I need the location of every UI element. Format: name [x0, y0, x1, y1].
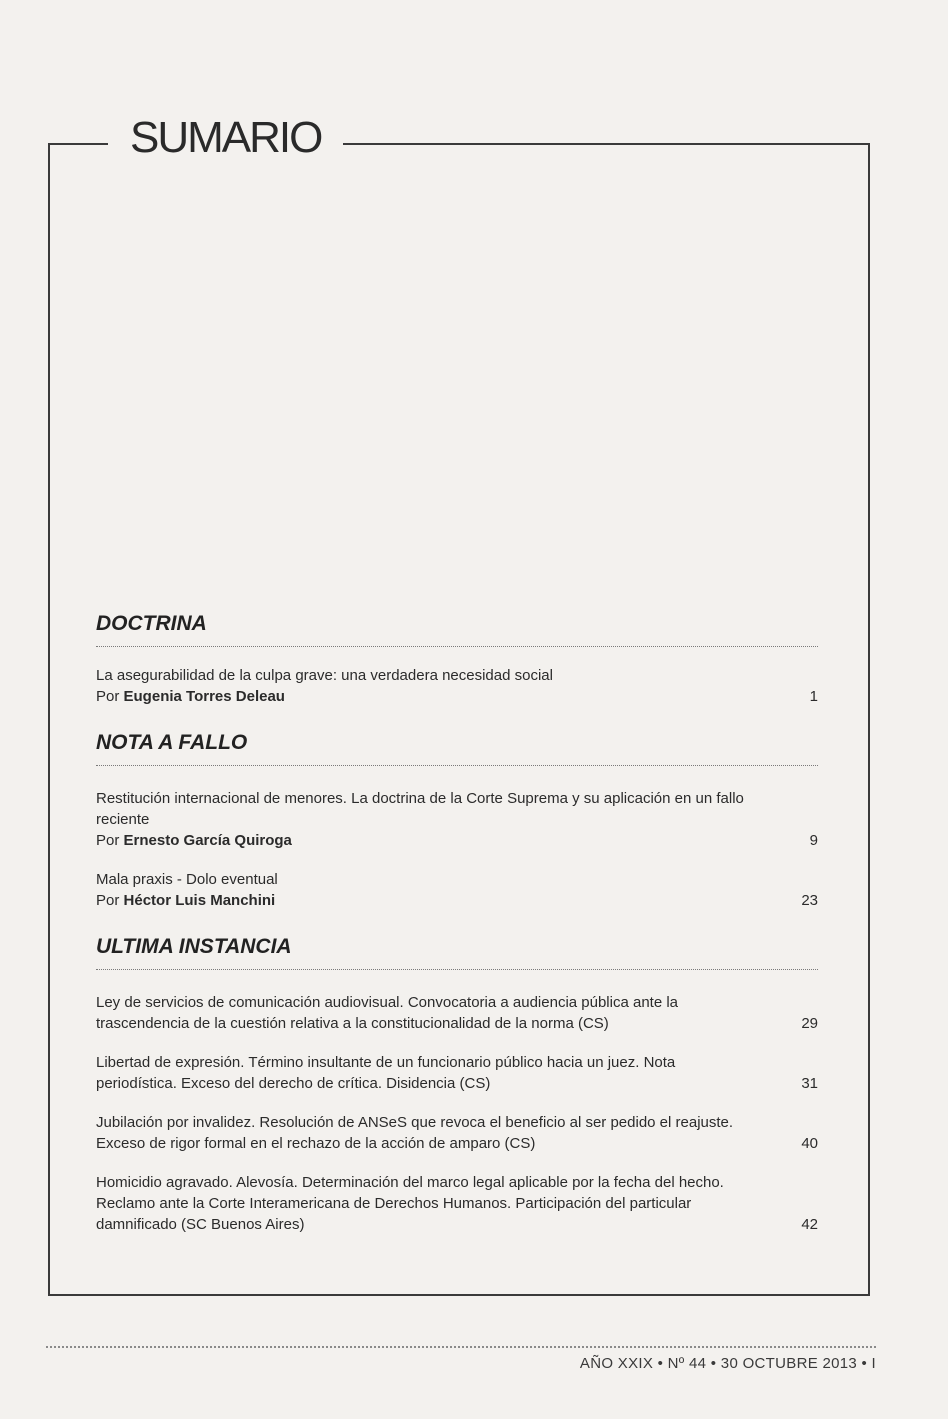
entry-title: Mala praxis - Dolo eventual — [96, 871, 278, 888]
section-heading: DOCTRINA — [96, 612, 818, 647]
section-heading: NOTA A FALLO — [96, 731, 818, 766]
title-wrap — [108, 112, 343, 164]
entry-page-number: 23 — [801, 892, 818, 909]
summary-content — [96, 612, 818, 1259]
entry-page-number: 29 — [801, 1015, 818, 1032]
entry-by: Por — [96, 892, 120, 909]
entry-page-number: 42 — [801, 1216, 818, 1233]
entry-title: La asegurabilidad de la culpa grave: una verdadera necesidad social — [96, 667, 553, 684]
summary-entry[interactable] — [96, 1172, 818, 1235]
entry-page-number: 1 — [809, 688, 818, 705]
entry-title: Homicidio agravado. Alevosía. Determinación del marco legal aplicable por la fecha del hecho. Reclamo ante la Corte Interamericana de Derechos Humanos. Participación del particular damnificado (SC Buenos Aires) — [96, 1174, 724, 1233]
entry-author: Ernesto García Quiroga — [123, 832, 292, 849]
section-ultima-instancia — [96, 935, 818, 1235]
footer-dotted-rule — [46, 1346, 876, 1348]
summary-entry[interactable] — [96, 869, 818, 911]
page-title: SUMARIO — [130, 113, 322, 162]
section-doctrina — [96, 612, 818, 707]
entry-by: Por — [96, 832, 120, 849]
issue-footer: AÑO XXIX • Nº 44 • 30 OCTUBRE 2013 • I — [579, 1355, 876, 1372]
summary-entry[interactable] — [96, 992, 818, 1034]
entry-by: Por — [96, 688, 120, 705]
summary-entry[interactable] — [96, 1052, 818, 1094]
entry-title: Jubilación por invalidez. Resolución de ANSeS que revoca el beneficio al ser pedido el reajuste. Exceso de rigor formal en el rechazo de la acción de amparo (CS) — [96, 1114, 734, 1152]
entry-author: Eugenia Torres Deleau — [123, 688, 285, 705]
section-heading: ULTIMA INSTANCIA — [96, 935, 818, 970]
summary-entry[interactable] — [96, 665, 818, 707]
entry-title: Ley de servicios de comunicación audiovisual. Convocatoria a audiencia pública ante la trascendencia de la cuestión relativa a la constitucionalidad de la norma (CS) — [96, 994, 679, 1032]
entry-title: Libertad de expresión. Término insultante de un funcionario público hacia un juez. Nota periodística. Exceso del derecho de crítica. Disidencia (CS) — [96, 1054, 676, 1092]
entry-author: Héctor Luis Manchini — [123, 892, 276, 909]
summary-entry[interactable] — [96, 1112, 818, 1154]
entry-title: Restitución internacional de menores. La doctrina de la Corte Suprema y su aplicación en un fallo reciente — [96, 790, 744, 828]
entry-page-number: 40 — [801, 1135, 818, 1152]
entry-page-number: 9 — [809, 832, 818, 849]
summary-entry[interactable] — [96, 788, 818, 851]
section-nota-a-fallo — [96, 731, 818, 911]
entry-page-number: 31 — [801, 1075, 818, 1092]
